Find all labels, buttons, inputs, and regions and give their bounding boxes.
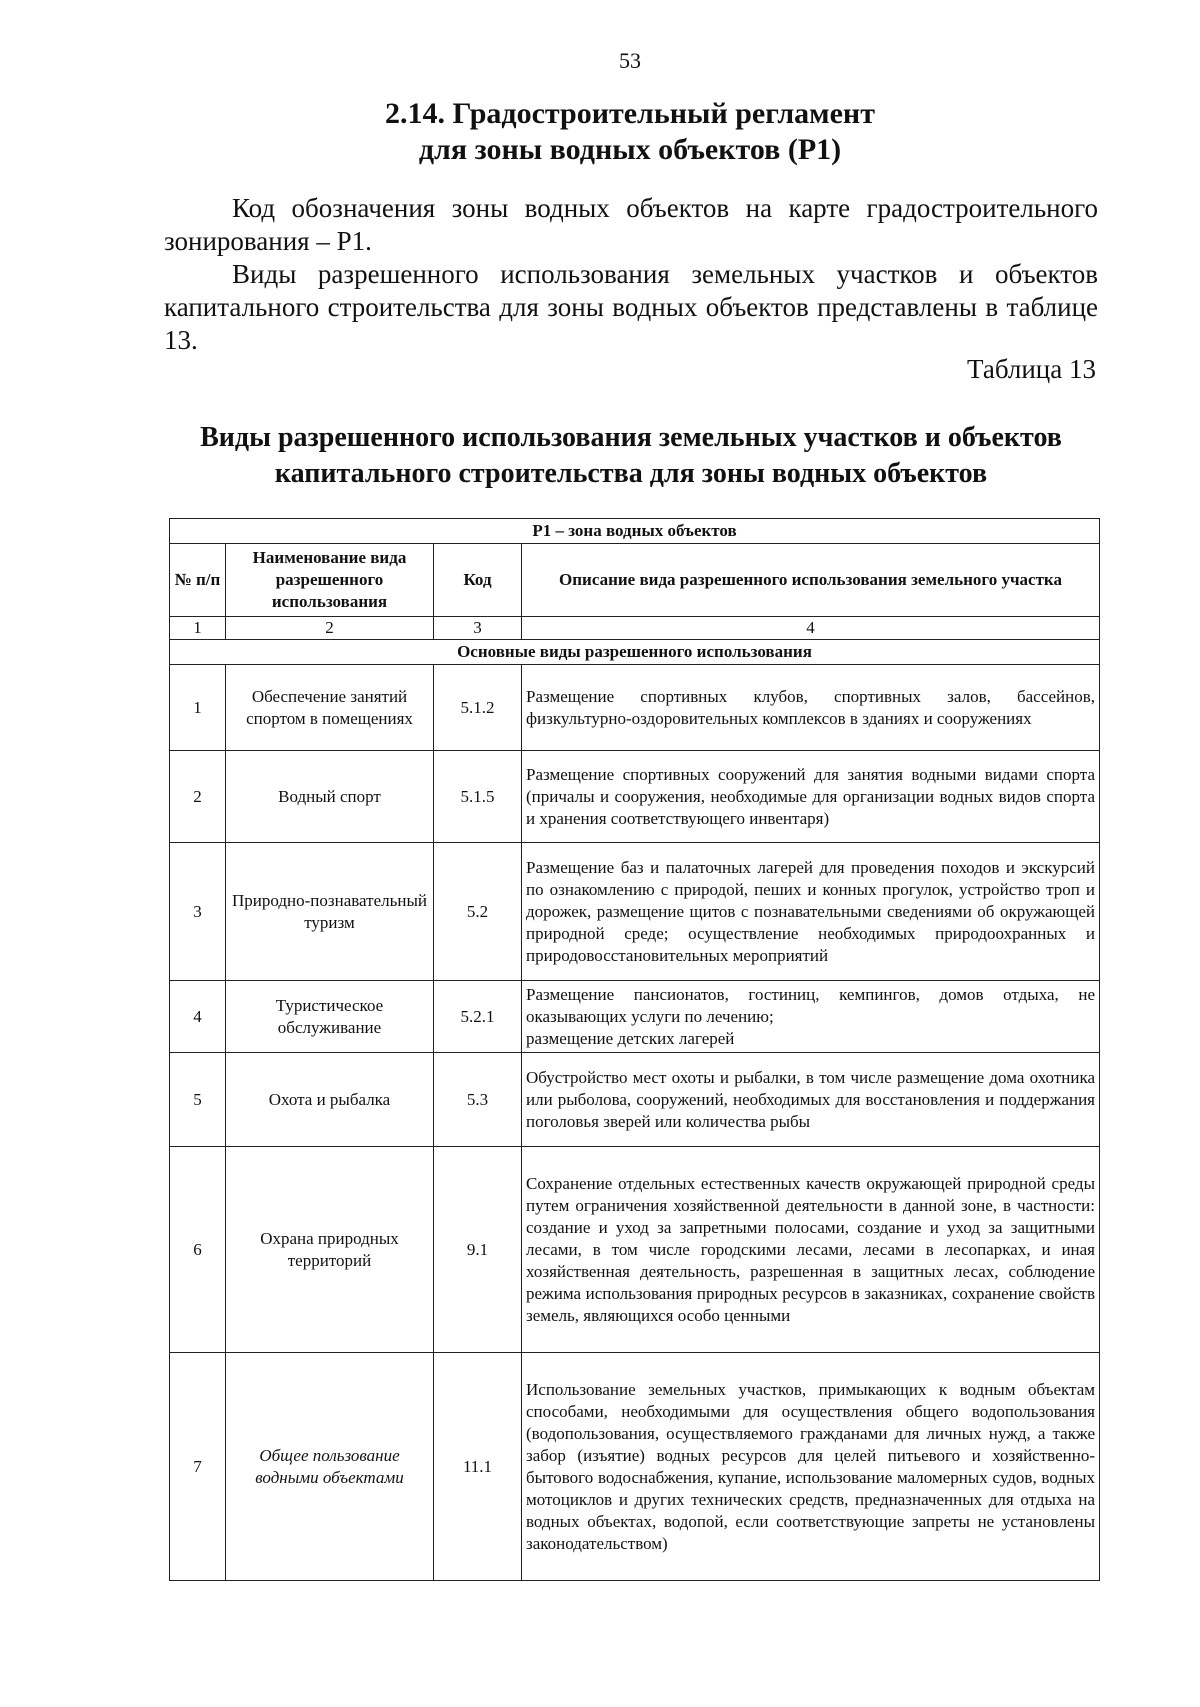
section-heading-line-2: для зоны водных объектов (Р1) [418, 133, 842, 166]
row-description [522, 665, 1100, 751]
row-num: 3 [170, 843, 226, 981]
table-row [170, 1147, 1100, 1353]
section-heading [0, 96, 1200, 168]
row-code: 5.1.2 [434, 665, 522, 751]
column-number-1: 1 [170, 617, 226, 640]
group-header-row [170, 640, 1100, 665]
zone-header-cell: Р1 – зона водных объектов [170, 519, 1100, 544]
row-name: Туристическое обслуживание [226, 981, 434, 1053]
column-header-name: Наименование вида разрешенного использования [226, 544, 434, 617]
column-number-row [170, 617, 1100, 640]
column-number-2: 2 [226, 617, 434, 640]
row-name: Охота и рыбалка [226, 1053, 434, 1147]
row-description-line: Размещение спортивных клубов, спортивных залов, бассейнов, физкультурно-оздоровительных комплексов в зданиях и сооружениях [526, 686, 1095, 728]
table-title [164, 420, 1098, 492]
column-header-num: № п/п [170, 544, 226, 617]
row-description-line: Сохранение отдельных естественных качеств окружающей природной среды путем ограничения хозяйственной деятельности в данной зоне, в частности: создание и уход за запретными полосами, создание и уход за защитными лесами, в том числе городскими лесами, лесами в лесопарках, и иная хозяйственная деятельность, разрешенная в защитных лесах, соблюдение режима использования природных ресурсов в заказниках, сохранение свойств земель, являющихся особо ценными [526, 1173, 1095, 1325]
row-code: 5.2.1 [434, 981, 522, 1053]
row-description-line: размещение детских лагерей [526, 1028, 735, 1048]
column-header-description: Описание вида разрешенного использования земельного участка [522, 544, 1100, 617]
table-title-line-2: капитального строительства для зоны водных объектов [274, 458, 988, 489]
row-description-line: Размещение спортивных сооружений для занятия водными видами спорта (причалы и сооружения, необходимые для организации водных видов спорта и хранения соответствующего инвентаря) [526, 764, 1095, 828]
row-description-line: Размещение пансионатов, гостиниц, кемпингов, домов отдыха, не оказывающих услуги по лечению; [526, 984, 1095, 1026]
row-name: Водный спорт [226, 751, 434, 843]
paragraph-permitted-uses: Виды разрешенного использования земельных участков и объектов капитального строительства для зоны водных объектов представлены в таблице 13. [164, 259, 1098, 355]
row-description-line: Использование земельных участков, примыкающих к водным объектам способами, необходимыми для осуществления общего водопользования (водопользования, осуществляемого гражданами для личных нужд, а также забор (изъятие) водных ресурсов для целей питьевого и хозяйственно-бытового водоснабжения, купание, использование маломерных судов, водных мотоциклов и других технических средств, предназначенных для отдыха на водных объектах, водопой, если соответствующие запреты не установлены законодательством) [526, 1379, 1095, 1553]
table-caption: Таблица 13 [967, 354, 1096, 384]
row-code: 5.2 [434, 843, 522, 981]
column-number-3: 3 [434, 617, 522, 640]
row-description [522, 1353, 1100, 1581]
column-header-code: Код [434, 544, 522, 617]
row-name: Охрана природных территорий [226, 1147, 434, 1353]
table-row [170, 751, 1100, 843]
paragraph-zone-code: Код обозначения зоны водных объектов на карте градостроительного зонирования – Р1. [164, 193, 1098, 256]
column-header-row [170, 544, 1100, 617]
column-number-4: 4 [522, 617, 1100, 640]
row-description-line: Размещение баз и палаточных лагерей для проведения походов и экскурсий по ознакомлению с природой, пеших и конных прогулок, устройство троп и дорожек, размещение щитов с познавательными сведениями об окружающей природной среде; осуществление необходимых природоохранных и природовосстановительных мероприятий [526, 857, 1095, 965]
row-description [522, 981, 1100, 1053]
row-name: Обеспечение занятий спортом в помещениях [226, 665, 434, 751]
zone-header-row [170, 519, 1100, 544]
table-row [170, 1353, 1100, 1581]
row-num: 1 [170, 665, 226, 751]
table-row [170, 843, 1100, 981]
table-row [170, 665, 1100, 751]
row-num: 6 [170, 1147, 226, 1353]
group-header-cell: Основные виды разрешенного использования [170, 640, 1100, 665]
row-num: 5 [170, 1053, 226, 1147]
page-number: 53 [619, 48, 641, 73]
row-code: 11.1 [434, 1353, 522, 1581]
row-description [522, 751, 1100, 843]
row-num: 7 [170, 1353, 226, 1581]
row-code: 5.3 [434, 1053, 522, 1147]
row-description [522, 1053, 1100, 1147]
row-code: 9.1 [434, 1147, 522, 1353]
row-description [522, 1147, 1100, 1353]
section-heading-line-1: 2.14. Градостроительный регламент [385, 97, 875, 130]
row-name: Природно-познавательный туризм [226, 843, 434, 981]
table-row [170, 981, 1100, 1053]
row-description [522, 843, 1100, 981]
row-name: Общее пользование водными объектами [226, 1353, 434, 1581]
table-title-line-1: Виды разрешенного использования земельных участков и объектов [200, 422, 1062, 453]
table-row [170, 1053, 1100, 1147]
row-code: 5.1.5 [434, 751, 522, 843]
permitted-uses-table [169, 518, 1100, 1581]
row-description-line: Обустройство мест охоты и рыбалки, в том числе размещение дома охотника или рыболова, сооружений, необходимых для восстановления и поддержания поголовья зверей или количества рыбы [526, 1067, 1095, 1131]
row-num: 4 [170, 981, 226, 1053]
row-num: 2 [170, 751, 226, 843]
